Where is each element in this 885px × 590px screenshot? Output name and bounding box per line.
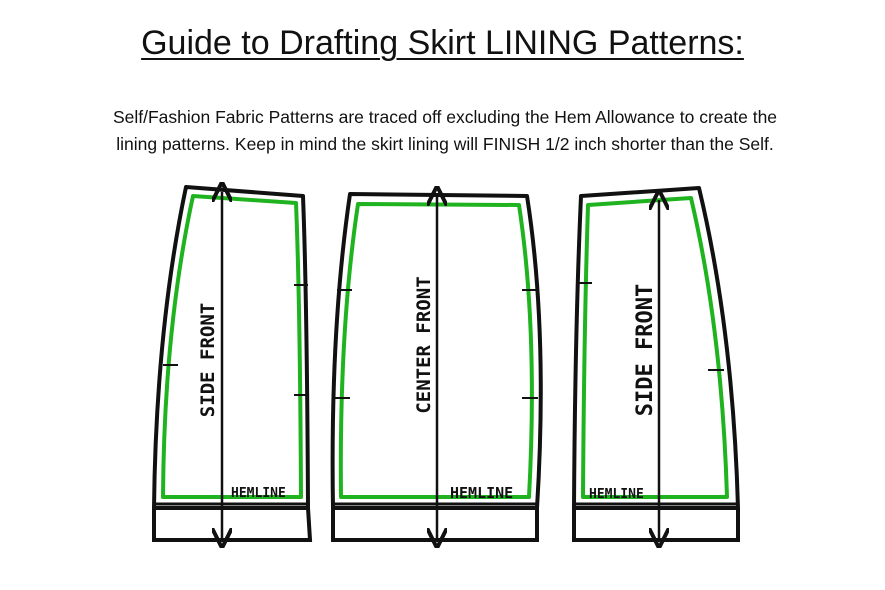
hem-label: HEMLINE (450, 484, 514, 502)
self-hem-extension (333, 508, 537, 540)
self-hem-extension (154, 508, 310, 540)
pattern-piece-center-front (333, 194, 541, 540)
grain-label: SIDE FRONT (197, 302, 219, 418)
lining-outline (163, 196, 301, 497)
grain-label: CENTER FRONT (413, 276, 435, 414)
intro-line-2: lining patterns. Keep in mind the skirt lining will FINISH 1/2 inch shorter than the Self. (116, 134, 774, 154)
pattern-piece-side-front-left (154, 187, 310, 540)
pattern-piece-side-front-right (574, 188, 738, 540)
self-pattern-outline (154, 187, 308, 508)
self-hem-extension (574, 508, 738, 540)
hem-label: HEMLINE (589, 487, 644, 502)
intro-line-1: Self/Fashion Fabric Patterns are traced off excluding the Hem Allowance to create the (112, 107, 778, 127)
hem-label: HEMLINE (231, 486, 286, 501)
page-title: Guide to Drafting Skirt LINING Patterns: (141, 24, 744, 62)
grain-label: SIDE FRONT (633, 283, 658, 417)
